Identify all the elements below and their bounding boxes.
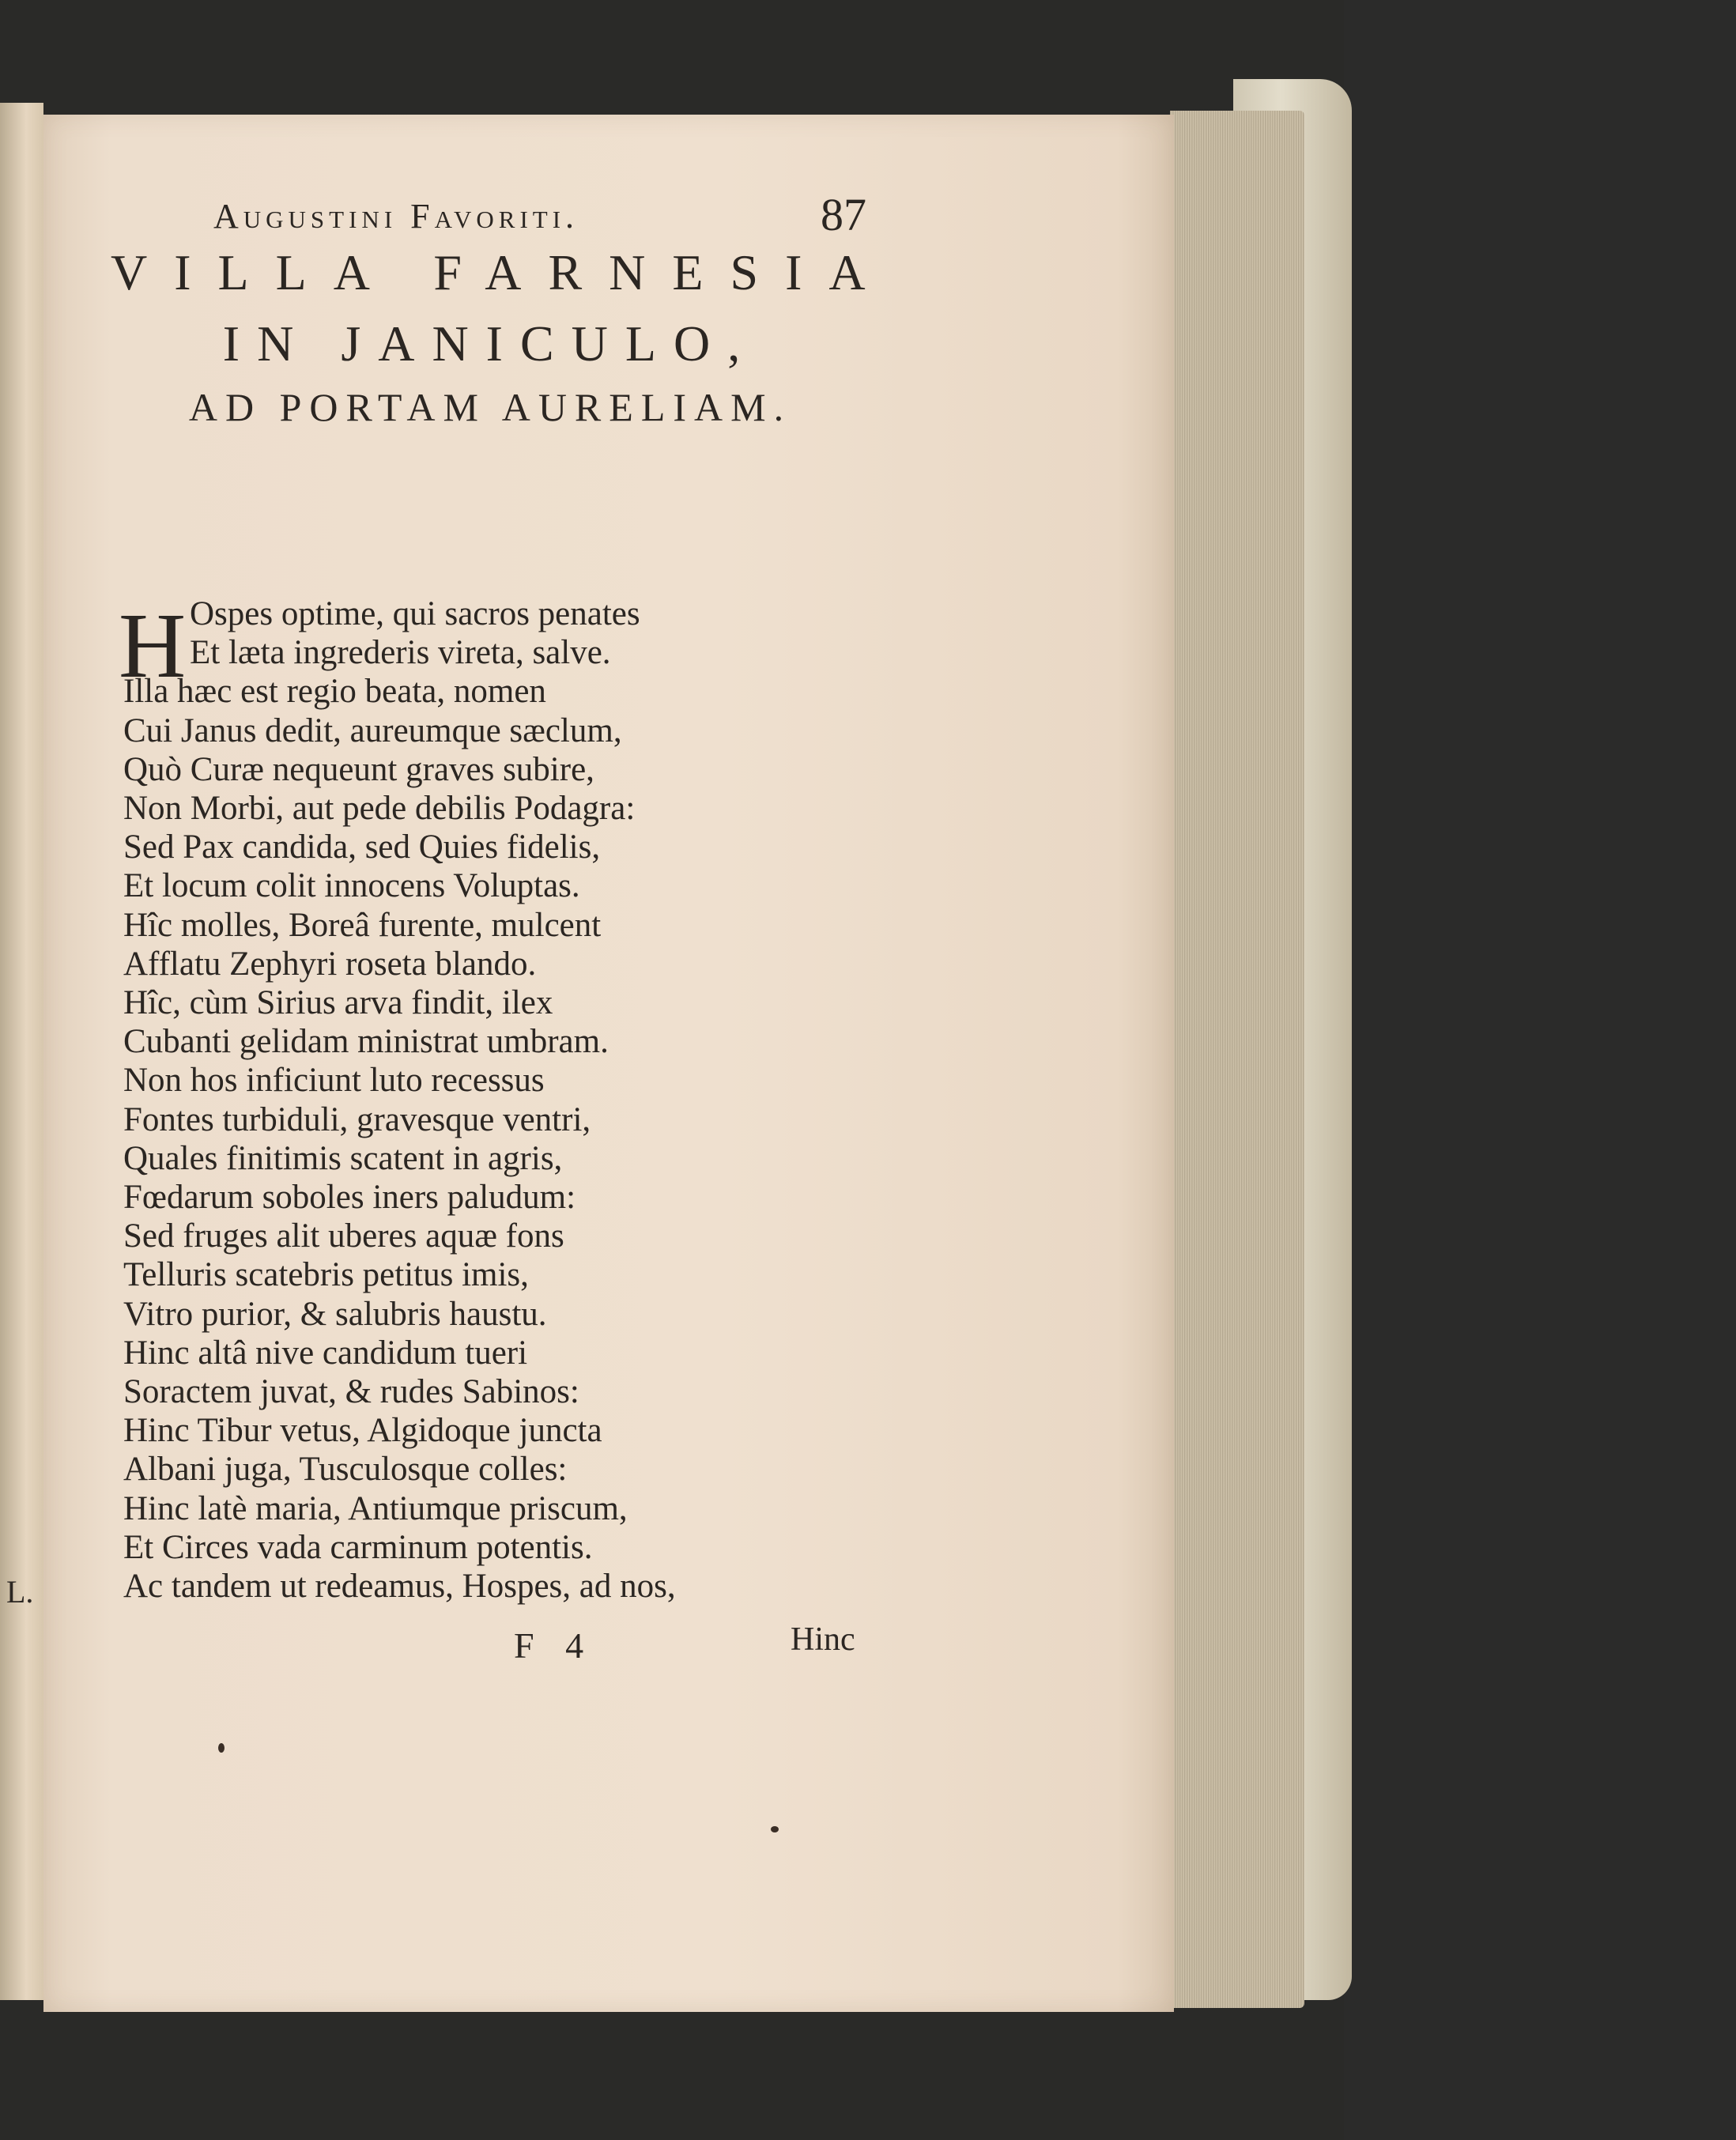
verse-line: Sed Pax candida, sed Quies fidelis, — [123, 828, 601, 866]
page-block-edges — [1170, 111, 1304, 2008]
verse-line: Ac tandem ut redeamus, Hospes, ad nos, — [123, 1568, 676, 1606]
verse-line: Hîc molles, Boreâ furente, mulcent — [123, 906, 602, 944]
left-page-edge — [0, 103, 43, 2000]
verse-line: Fœdarum soboles iners paludum: — [123, 1179, 576, 1217]
verse-line: Et Circes vada carminum potentis. — [123, 1528, 593, 1566]
verse-line: Ospes optime, qui sacros penates — [190, 595, 640, 632]
ink-speck — [218, 1743, 225, 1753]
verse-line: Quales finitimis scatent in agris, — [123, 1139, 563, 1177]
verse-line: Hinc Tibur vetus, Algidoque juncta — [123, 1412, 602, 1450]
running-head: Augustini Favoriti. — [213, 197, 579, 236]
verse-line: Non Morbi, aut pede debilis Podagra: — [123, 790, 636, 828]
title-line-1: VILLA FARNESIA — [111, 244, 893, 300]
verse-line: Quò Curæ nequeunt graves subire, — [123, 750, 594, 788]
verse-line: Vitro purior, & salubris haustu. — [123, 1295, 547, 1333]
verse-line: Albani juga, Tusculosque colles: — [123, 1451, 568, 1489]
drop-cap: H — [119, 594, 187, 697]
verse-line: Non hos inficiunt luto recessus — [123, 1062, 545, 1100]
background — [1344, 0, 1736, 2140]
verse-line: Sed fruges alit uberes aquæ fons — [123, 1217, 564, 1255]
title-line-2: IN JANICULO, — [222, 315, 758, 372]
page-number: 87 — [821, 189, 866, 240]
title-line-3: AD PORTAM AURELIAM. — [188, 385, 792, 429]
left-page-fragment: L. — [6, 1574, 34, 1610]
verse-line: Soractem juvat, & rudes Sabinos: — [123, 1373, 579, 1411]
verse-line: Cubanti gelidam ministrat umbram. — [123, 1023, 609, 1061]
verse-line: Fontes turbiduli, gravesque ventri, — [123, 1100, 591, 1138]
verse-line: Hinc altâ nive candidum tueri — [123, 1334, 528, 1372]
verse-line: Telluris scatebris petitus imis, — [123, 1256, 529, 1294]
catchword: Hinc — [791, 1621, 855, 1658]
verse-line: Et læta ingrederis vireta, salve. — [190, 634, 611, 672]
verse-line: Illa hæc est regio beata, nomen — [123, 673, 546, 711]
verse-line: Hîc, cùm Sirius arva findit, ilex — [123, 984, 553, 1022]
verse-line: Hinc latè maria, Antiumque priscum, — [123, 1489, 628, 1527]
ink-speck — [771, 1826, 779, 1832]
poem-body — [123, 594, 914, 1606]
verse-line: Cui Janus dedit, aureumque sæclum, — [123, 711, 622, 749]
verse-line: Afflatu Zephyri rosetа blando. — [123, 945, 537, 983]
signature-mark: F 4 — [514, 1625, 595, 1666]
verse-line: Et locum colit innocens Voluptas. — [123, 867, 580, 905]
